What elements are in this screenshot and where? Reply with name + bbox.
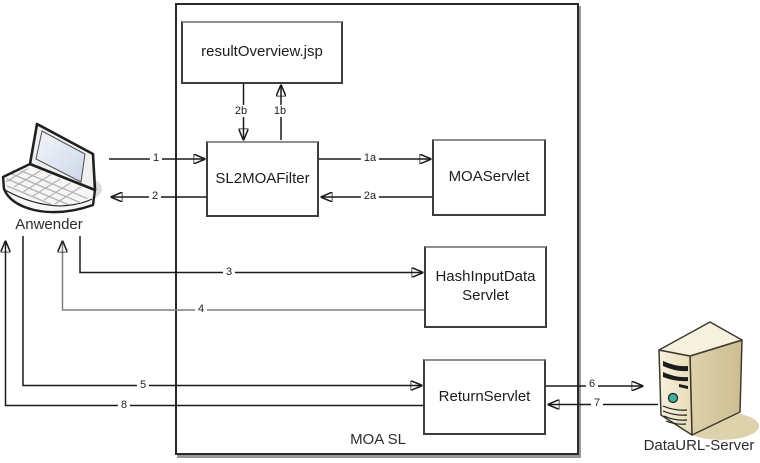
server-tower-icon (643, 316, 760, 442)
anwender-label: Anwender (15, 216, 83, 233)
edge-7-label: 7 (591, 397, 603, 409)
dataurl-server-label: DataURL-Server (643, 437, 755, 454)
node-hash-input-data-servlet-label-line2: Servlet (462, 287, 509, 304)
edge-1-label: 1 (150, 152, 162, 164)
node-hash-input-data-servlet (424, 246, 547, 328)
node-return-servlet-label: ReturnServlet (438, 387, 531, 405)
edge-2a-label: 2a (361, 190, 379, 202)
node-moa-servlet (432, 139, 546, 216)
edge-2-label: 2 (149, 190, 161, 202)
node-result-overview-jsp-label: resultOverview.jsp (201, 43, 323, 61)
edge-1b-label: 1b (271, 105, 289, 117)
moa-sl-container-label: MOA SL (350, 431, 406, 448)
edge-6-label: 6 (586, 378, 598, 390)
edge-8-label: 8 (118, 399, 130, 411)
edge-3-label: 3 (223, 266, 235, 278)
edge-1a-label: 1a (361, 152, 379, 164)
node-sl2moa-filter (206, 141, 319, 217)
node-hash-input-data-servlet-label-line1: HashInputData (435, 268, 536, 286)
edge-2b-label: 2b (232, 105, 250, 117)
node-return-servlet (423, 359, 546, 435)
node-sl2moa-filter-label: SL2MOAFilter (215, 169, 310, 187)
edge-5-label: 5 (137, 379, 149, 391)
edge-4-label: 4 (195, 303, 207, 315)
laptop-icon (0, 112, 120, 222)
node-result-overview-jsp (181, 21, 343, 84)
node-moa-servlet-label: MOAServlet (448, 168, 530, 186)
